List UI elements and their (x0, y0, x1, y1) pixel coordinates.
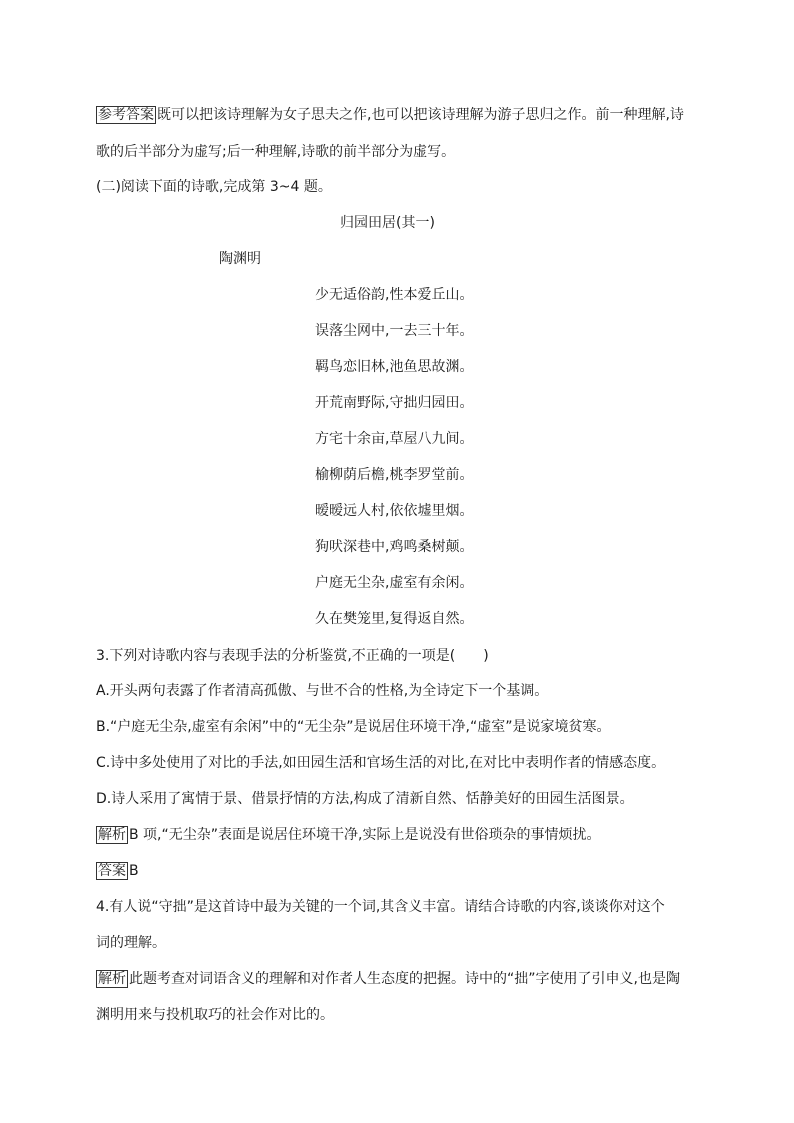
section-instruction: (二)阅读下面的诗歌,完成第 3~4 题。 (96, 179, 332, 195)
question-4-stem-line-2: 词的理解。 (96, 935, 166, 951)
question-3-answer (96, 862, 139, 880)
reference-answer-text: 既可以把该诗理解为女子思夫之作,也可以把该诗理解为游子思归之作。前一种理解,诗 (157, 107, 684, 123)
poem-line: 狗吠深巷中,鸡鸣桑树颠。 (315, 539, 474, 555)
question-4-analysis-line-1 (96, 970, 680, 988)
poem-line: 榆柳荫后檐,桃李罗堂前。 (315, 467, 474, 483)
poem-author: 陶渊明 (219, 251, 261, 267)
poem-line: 户庭无尘杂,虚室有余闲。 (315, 575, 474, 591)
question-3-option-b: B.“户庭无尘杂,虚室有余闲”中的“无尘杂”是说居住环境干净,“虚室”是说家境贫寒。 (96, 719, 611, 735)
answer-text: B (129, 863, 139, 879)
question-3-option-c: C.诗中多处使用了对比的手法,如田园生活和官场生活的对比,在对比中表明作者的情感态度。 (96, 755, 666, 771)
analysis-text: 此题考查对词语含义的理解和对作者人生态度的把握。诗中的“拙”字使用了引申义,也是陶 (129, 971, 680, 987)
poem-line: 少无适俗韵,性本爱丘山。 (315, 287, 474, 303)
question-3-analysis (96, 826, 600, 844)
poem-title: 归园田居(其一) (340, 215, 435, 231)
question-3-option-a: A.开头两句表露了作者清高孤傲、与世不合的性格,为全诗定下一个基调。 (96, 683, 549, 699)
reference-answer-line-2: 歌的后半部分为虚写;后一种理解,诗歌的前半部分为虚写。 (96, 144, 456, 160)
poem-line: 误落尘网中,一去三十年。 (315, 323, 474, 339)
question-4-stem-line-1: 4.有人说“守拙”是这首诗中最为关键的一个词,其含义丰富。请结合诗歌的内容,谈谈你对这个 (96, 899, 665, 915)
reference-answer-line-1 (96, 106, 684, 124)
analysis-tag: 解析 (98, 827, 126, 843)
poem-line: 开荒南野际,守拙归园田。 (315, 395, 474, 411)
question-4-analysis-line-2: 渊明用来与投机取巧的社会作对比的。 (96, 1007, 334, 1023)
poem-line: 暧暧远人村,依依墟里烟。 (315, 503, 474, 519)
poem-line: 方宅十余亩,草屋八九间。 (315, 431, 474, 447)
answer-tag: 答案 (98, 863, 126, 879)
analysis-tag: 解析 (98, 971, 126, 987)
reference-answer-tag: 参考答案 (98, 107, 154, 123)
poem-line: 久在樊笼里,复得返自然。 (315, 611, 474, 627)
poem-line: 羁鸟恋旧林,池鱼思故渊。 (315, 359, 474, 375)
analysis-text: B 项,“无尘杂”表面是说居住环境干净,实际上是说没有世俗琐杂的事情烦扰。 (129, 827, 601, 843)
question-3-option-d: D.诗人采用了寓情于景、借景抒情的方法,构成了清新自然、恬静美好的田园生活图景。 (96, 791, 634, 807)
question-3-stem: 3.下列对诗歌内容与表现手法的分析鉴赏,不正确的一项是( ) (96, 648, 489, 664)
